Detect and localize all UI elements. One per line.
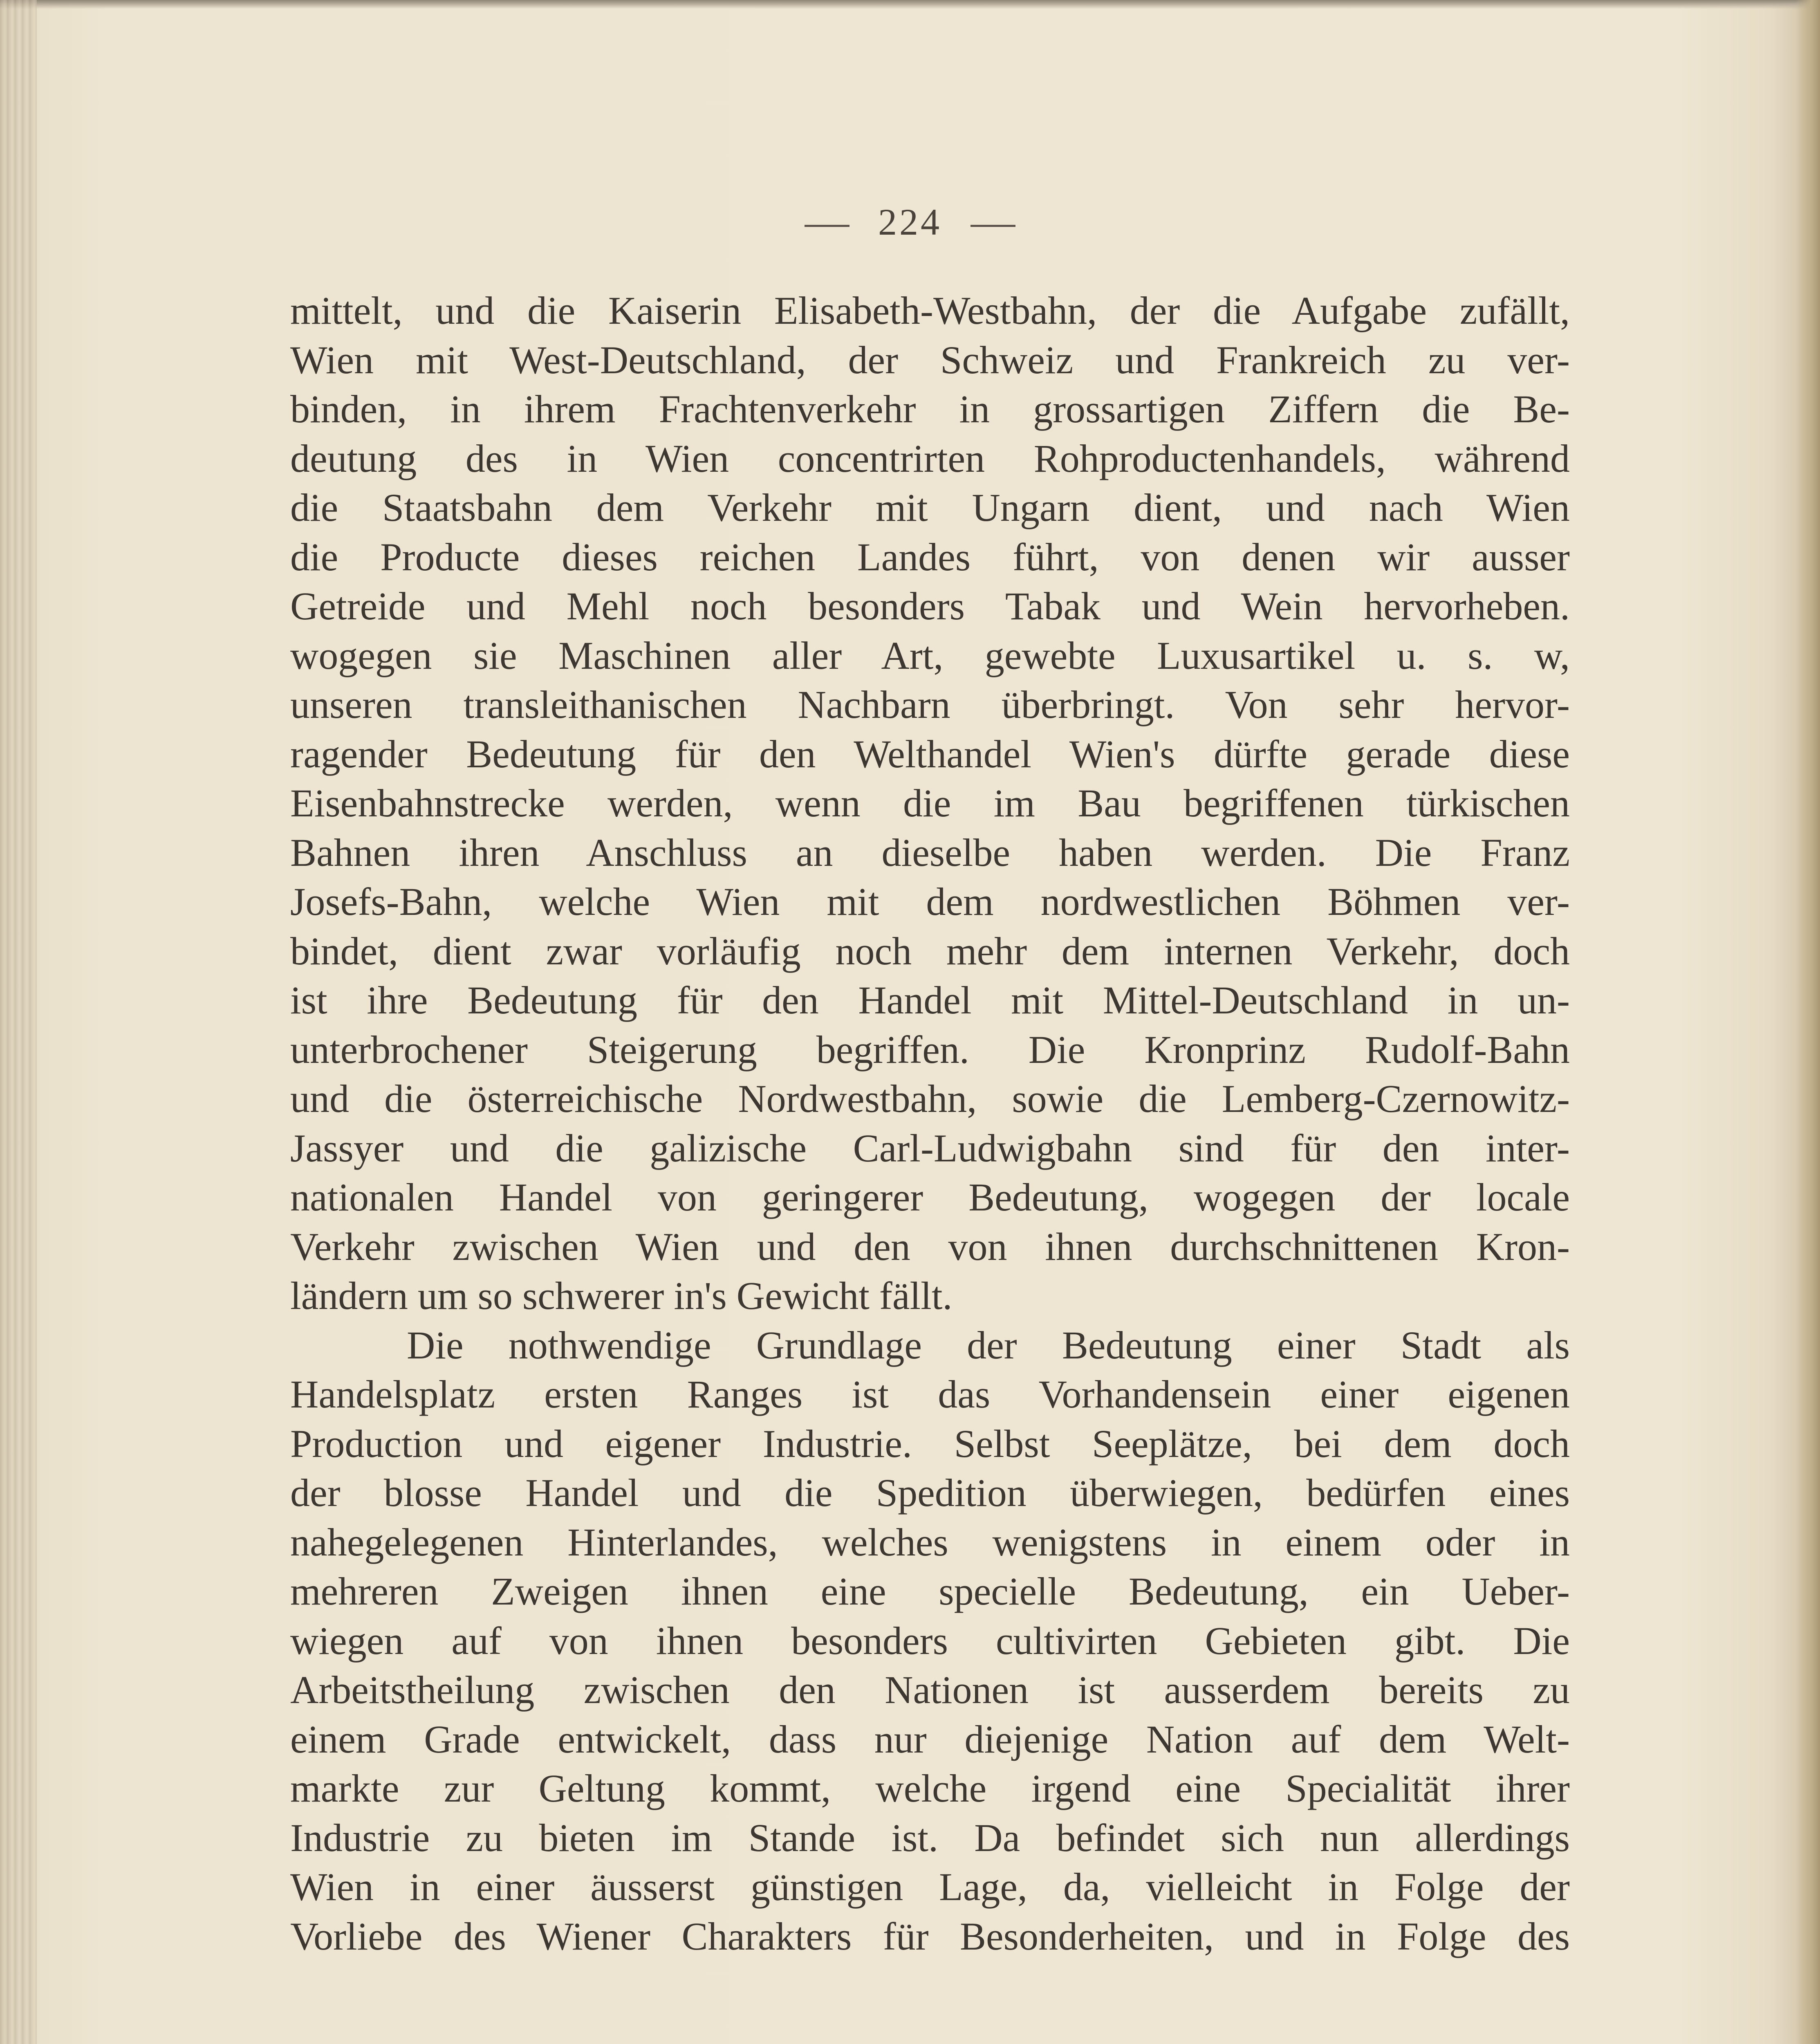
text-line: Wien mit West-Deutschland, der Schweiz und Frankreich zu ver-: [290, 338, 1570, 382]
text-line: bindet, dient zwar vorläufig noch mehr dem internen Verkehr, doch: [290, 929, 1570, 973]
text-line: unterbrochener Steigerung begriffen. Die Kronprinz Rudolf-Bahn: [290, 1027, 1570, 1071]
text-line: die Staatsbahn dem Verkehr mit Ungarn dient, und nach Wien: [290, 486, 1570, 529]
text-line: Arbeitstheilung zwischen den Nationen ist ausserdem bereits zu: [290, 1668, 1570, 1712]
text-line: Verkehr zwischen Wien und den von ihnen durchschnittenen Kron-: [290, 1224, 1570, 1269]
text-line: Getreide und Mehl noch besonders Tabak und Wein hervorheben.: [290, 584, 1570, 628]
text-line: ist ihre Bedeutung für den Handel mit Mittel-Deutschland in un-: [290, 978, 1570, 1022]
text-line: binden, in ihrem Frachtenverkehr in grossartigen Ziffern die Be-: [290, 387, 1570, 431]
text-line: Production und eigener Industrie. Selbst Seeplätze, bei dem doch: [290, 1421, 1570, 1466]
text-line: ragender Bedeutung für den Welthandel Wien's dürfte gerade diese: [290, 732, 1570, 776]
text-line: die Producte dieses reichen Landes führt, von denen wir ausser: [290, 535, 1570, 579]
header-dash-right: [971, 225, 1015, 227]
page-top-edge: [0, 0, 1820, 9]
text-line: mehreren Zweigen ihnen eine specielle Bedeutung, ein Ueber-: [290, 1569, 1570, 1613]
page-gutter: [0, 0, 37, 2044]
text-line: Vorliebe des Wiener Charakters für Besonderheiten, und in Folge des: [290, 1914, 1570, 1958]
page-header: [0, 200, 1820, 244]
text-line: Handelsplatz ersten Ranges ist das Vorhandensein einer eigenen: [290, 1372, 1570, 1416]
text-line: mittelt, und die Kaiserin Elisabeth-Westbahn, der die Aufgabe zufällt,: [290, 289, 1570, 332]
text-line: nahegelegenen Hinterlandes, welches wenigstens in einem oder in: [290, 1520, 1570, 1564]
text-line: deutung des in Wien concentrirten Rohproductenhandels, während: [290, 436, 1570, 480]
text-line: wiegen auf von ihnen besonders cultivirten Gebieten gibt. Die: [290, 1618, 1570, 1663]
text-line: der blosse Handel und die Spedition überwiegen, bedürfen eines: [290, 1471, 1570, 1515]
text-line: markte zur Geltung kommt, welche irgend eine Specialität ihrer: [290, 1766, 1570, 1810]
text-line: Jassyer und die galizische Carl-Ludwigbahn sind für den inter-: [290, 1126, 1570, 1170]
header-dash-left: [805, 225, 849, 227]
text-line: und die österreichische Nordwestbahn, sowie die Lemberg-Czernowitz-: [290, 1077, 1570, 1121]
text-line: Eisenbahnstrecke werden, wenn die im Bau begriffenen türkischen: [290, 781, 1570, 825]
text-line: Bahnen ihren Anschluss an dieselbe haben werden. Die Franz: [290, 830, 1570, 874]
page-right-edge: [1795, 0, 1820, 2044]
body-text: [290, 286, 1570, 1961]
text-line: Josefs-Bahn, welche Wien mit dem nordwestlichen Böhmen ver-: [290, 880, 1570, 923]
page-number: 224: [878, 201, 942, 243]
text-line: Industrie zu bieten im Stande ist. Da befindet sich nun allerdings: [290, 1815, 1570, 1860]
text-line: ländern um so schwerer in's Gewicht fällt.: [290, 1274, 953, 1318]
text-line: Wien in einer äusserst günstigen Lage, da, vielleicht in Folge der: [290, 1865, 1570, 1909]
text-line: Die nothwendige Grundlage der Bedeutung einer Stadt als: [407, 1323, 1570, 1367]
text-line: einem Grade entwickelt, dass nur diejenige Nation auf dem Welt-: [290, 1717, 1570, 1761]
text-line: unseren transleithanischen Nachbarn überbringt. Von sehr hervor-: [290, 683, 1570, 726]
text-line: nationalen Handel von geringerer Bedeutung, wogegen der locale: [290, 1175, 1570, 1219]
text-line: wogegen sie Maschinen aller Art, gewebte Luxusartikel u. s. w,: [290, 633, 1570, 677]
